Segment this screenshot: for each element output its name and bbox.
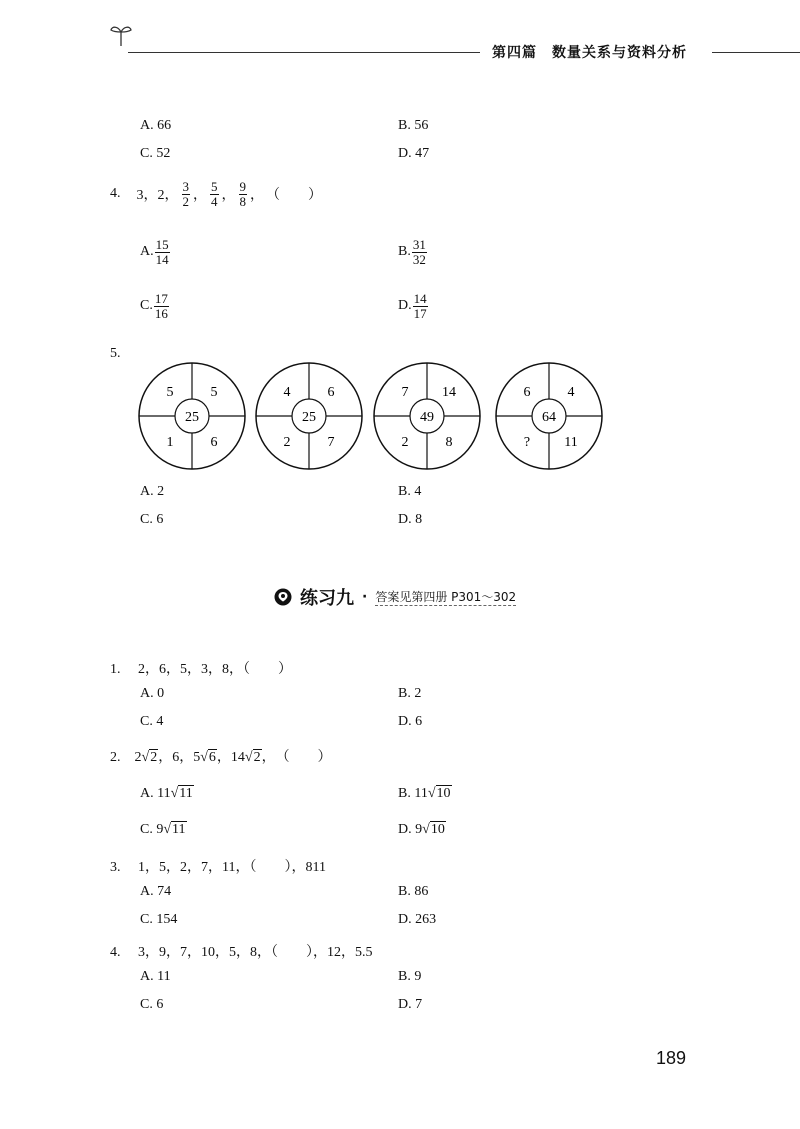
circle-center-value: 25 bbox=[185, 410, 199, 425]
question-suffix: （ ） bbox=[266, 188, 322, 204]
circle-br-value: 8 bbox=[445, 435, 453, 450]
option: A. 74 bbox=[140, 884, 172, 899]
circle-center-value: 64 bbox=[542, 410, 556, 425]
circle-center-value: 49 bbox=[420, 410, 434, 425]
option: D. $\frac{14}{17}$ bbox=[398, 291, 427, 321]
puzzle-circle-3 bbox=[374, 363, 480, 469]
circle-br-value: 11 bbox=[564, 435, 578, 450]
option: A. 11 bbox=[140, 969, 171, 984]
circle-bl-value: ? bbox=[523, 435, 531, 450]
option: C. 4 bbox=[140, 714, 164, 729]
option: A. 2 bbox=[140, 484, 165, 499]
circle-bl-value: 2 bbox=[401, 435, 409, 450]
fraction: $\frac{5}{4}$ bbox=[211, 179, 218, 209]
section-badge-icon bbox=[274, 588, 292, 606]
question-number: 1. bbox=[110, 662, 121, 677]
section-title: 练习九 bbox=[300, 588, 354, 609]
option: C. 6 bbox=[140, 512, 164, 527]
option: B. 56 bbox=[398, 118, 429, 133]
option: D. 47 bbox=[398, 146, 430, 161]
circle-tl-value: 5 bbox=[166, 385, 174, 400]
option: D. 7 bbox=[398, 997, 423, 1012]
option: C. 6 bbox=[140, 997, 164, 1012]
option: A. 0 bbox=[140, 686, 165, 701]
circle-tr-value: 5 bbox=[210, 385, 218, 400]
section-subtitle: 答案见第四册 P301～302 bbox=[375, 590, 517, 604]
circle-center-value: 25 bbox=[302, 410, 316, 425]
option: A. $\frac{15}{14}$ bbox=[140, 237, 169, 267]
question-text: 2，6，5，3，8，（ ） bbox=[138, 662, 292, 677]
option: D. 6 bbox=[398, 714, 423, 729]
option: B. 2 bbox=[398, 686, 422, 701]
puzzle-circle-1 bbox=[139, 363, 245, 469]
option: D. 263 bbox=[398, 912, 437, 927]
option: C. 9√11 bbox=[140, 822, 186, 837]
circle-tl-value: 7 bbox=[401, 385, 409, 400]
circle-puzzle bbox=[136, 360, 608, 472]
option: C. $\frac{17}{16}$ bbox=[140, 291, 168, 321]
option: A. 11√11 bbox=[140, 786, 193, 801]
question-2: 2. 2 √2 ， 6 ， 5 √6 ， 14 √2 ， （ ） bbox=[110, 750, 332, 765]
option: B. 86 bbox=[398, 884, 429, 899]
circle-br-value: 6 bbox=[210, 435, 218, 450]
question-number: 4. bbox=[110, 945, 121, 960]
fraction: $\frac{9}{8}$ bbox=[239, 179, 246, 209]
section-dot: · bbox=[362, 589, 368, 605]
option: B. $\frac{31}{32}$ bbox=[398, 237, 426, 267]
fraction: $\frac{3}{2}$ bbox=[182, 179, 189, 209]
question-4 bbox=[110, 941, 373, 961]
question-number: 5. bbox=[110, 346, 121, 361]
question-text: 1，5，2，7，11，（ ），811 bbox=[138, 860, 326, 875]
question-4-prev: 4. 3，2， $\frac{3}{2}$ ， $\frac{5}{4}$ ， $\frac{9}{8}$ ， （ ） bbox=[110, 179, 322, 209]
question-3 bbox=[110, 856, 326, 876]
section-heading bbox=[274, 584, 516, 610]
header-rule-right bbox=[712, 52, 800, 53]
puzzle-circle-2 bbox=[256, 363, 362, 469]
question-text: 3，9，7，10，5，8，（ ），12，5.5 bbox=[138, 945, 373, 960]
circle-br-value: 7 bbox=[327, 435, 335, 450]
option: A. 66 bbox=[140, 118, 172, 133]
option: C. 154 bbox=[140, 912, 178, 927]
header-title: 第四篇 数量关系与资料分析 bbox=[492, 45, 687, 61]
option: C. 52 bbox=[140, 146, 171, 161]
option: B. 11√10 bbox=[398, 786, 451, 801]
puzzle-circle-4 bbox=[496, 363, 602, 469]
question-number: 3. bbox=[110, 860, 121, 875]
header-sprout-icon bbox=[108, 22, 134, 48]
circle-tr-value: 14 bbox=[442, 385, 456, 400]
option: B. 4 bbox=[398, 484, 422, 499]
circle-tl-value: 6 bbox=[523, 385, 531, 400]
option: D. 9√10 bbox=[398, 822, 445, 837]
header-rule-left bbox=[128, 52, 480, 53]
circle-bl-value: 2 bbox=[283, 435, 291, 450]
option: B. 9 bbox=[398, 969, 422, 984]
circle-bl-value: 1 bbox=[166, 435, 174, 450]
circle-tr-value: 4 bbox=[567, 385, 575, 400]
circle-tl-value: 4 bbox=[283, 385, 291, 400]
question-number: 4. bbox=[110, 186, 121, 202]
option: D. 8 bbox=[398, 512, 423, 527]
page-number: 189 bbox=[656, 1048, 687, 1068]
question-prefix: 3，2， bbox=[136, 188, 179, 204]
question-1 bbox=[110, 658, 292, 678]
question-number: 2. bbox=[110, 750, 121, 765]
circle-tr-value: 6 bbox=[327, 385, 335, 400]
